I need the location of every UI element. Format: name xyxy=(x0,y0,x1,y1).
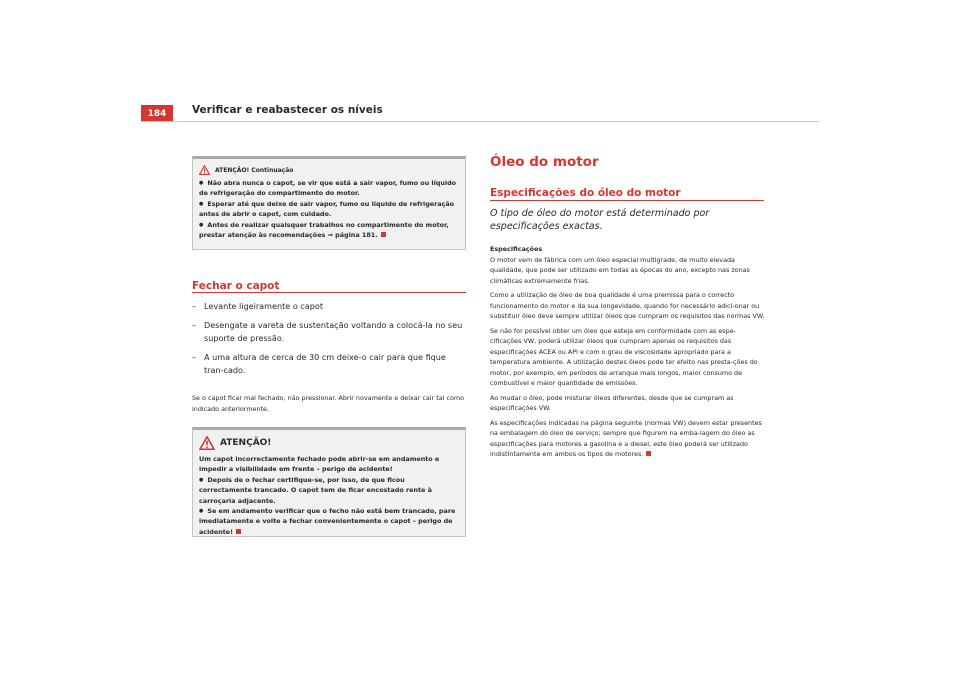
warning-continued-header xyxy=(199,165,459,175)
end-of-section-icon xyxy=(381,232,386,237)
warning-triangle-icon xyxy=(199,436,215,450)
warning-continued-item-last xyxy=(199,220,459,241)
step-item: – Desengate a vareta de sustentação voltando a colocá-la no seu suporte de pressão. xyxy=(192,319,466,346)
warning-continued-item: ● Esperar até que deixe de sair vapor, fumo ou líquido de refrigeração antes de abrir o capot, com cuidado. xyxy=(199,199,459,220)
step-text: A uma altura de cerca de 30 cm deixe-o cair para que fique tran-cado. xyxy=(204,351,446,375)
warning-triangle-icon xyxy=(199,165,210,175)
warning-box xyxy=(192,427,466,537)
body-paragraph: Como a utilização de óleo de boa qualidade é uma premissa para o correcto funcionamento do motor e da sua longevidade, quando for necessário adici-onar ou substituir óleo deve sempre utilizar óleos que cumpram os requisitos das normas VW. xyxy=(490,291,765,320)
warning-continued-heading: ATENÇÃO! Continuação xyxy=(215,166,294,174)
oil-spec-body xyxy=(490,244,766,464)
step-item: – Levante ligeiramente o capot xyxy=(192,300,466,314)
close-hood-title: Fechar o capot xyxy=(192,280,280,292)
warning-continued-item: ● Antes de realizar quaisquer trabalhos no compartimento do motor, prestar atenção às recomendações ⇒ página 181. xyxy=(199,221,449,239)
close-hood-note: Se o capot ficar mal fechado, não pressionar. Abrir novamente e deixar cair tal como indicado anteriormente. xyxy=(192,394,465,413)
close-hood-steps xyxy=(192,300,466,383)
header-divider xyxy=(141,121,819,122)
oil-spec-divider xyxy=(490,200,764,201)
oil-spec-subtitle: Especificações do óleo do motor xyxy=(490,187,681,199)
step-text: Levante ligeiramente o capot xyxy=(204,301,324,311)
close-hood-divider xyxy=(192,292,466,293)
end-of-section-icon xyxy=(646,451,651,456)
page-number: 184 xyxy=(141,105,173,122)
spec-heading: Especificações xyxy=(490,245,543,253)
body-paragraph: Se não for possível obter um óleo que esteja em conformidade com as espe-cificações VW, poderá utilizar óleos que cumpram apenas os requisitos das especificações ACEA ou API e com o grau de viscosidade apropriado para a temperatura ambiente. A utilização destes óleos pode ter efeito nas presta-ções do motor, por exemplo, em períodos de arranque mais longos, maior consumo de combustível e maior quantidade de emissões. xyxy=(490,326,758,387)
warning-lead: Um capot incorrectamente fechado pode abrir-se em andamento e impedir a visibilidade em frente – perigo de acidente! xyxy=(199,455,440,474)
warning-continued-item: ● Não abra nunca o capot, se vir que está a sair vapor, fumo ou líquido de refrigeração do compartimento do motor. xyxy=(199,178,459,199)
body-paragraph: Ao mudar o óleo, pode misturar óleos diferentes, desde que se cumpram as especificações VW. xyxy=(490,393,734,412)
oil-spec-intro: O tipo de óleo do motor está determinado por especificações exactas. xyxy=(490,208,710,232)
warning-continued-box xyxy=(192,156,466,250)
warning-item: ● Se em andamento verificar que o fecho não está bem trancado, pare imediatamente e volte a fechar convenientemente o capot – perigo de acidente! xyxy=(199,507,455,536)
page-header-title: Verificar e reabastecer os níveis xyxy=(192,104,383,116)
warning-item: ● Depois de o fechar certifique-se, por isso, de que ficou correctamente trancado. O capot tem de ficar encostado rente à carroçaria adjacente. xyxy=(199,475,459,506)
step-text: Desengate a vareta de sustentação voltando a colocá-la no seu suporte de pressão. xyxy=(204,319,463,343)
body-paragraph: As especificações indicadas na página seguinte (normas VW) devem estar presentes na embalagem do óleo de serviço; sempre que figurem na emba-lagem do óleo as especificações para motores a gasolina e a diesel, este óleo poderá ser utilizado indistintamente em ambos os tipos de motores. xyxy=(490,418,762,458)
step-item: – A uma altura de cerca de 30 cm deixe-o cair para que fique tran-cado. xyxy=(192,351,466,378)
warning-item-last xyxy=(199,506,459,537)
warning-header xyxy=(199,436,459,450)
warning-heading: ATENÇÃO! xyxy=(220,438,272,448)
body-paragraph-last xyxy=(490,418,766,460)
end-of-section-icon xyxy=(236,529,241,534)
body-paragraph: O motor vem de fábrica com um óleo especial multigrade, de muito elevada qualidade, que pode ser utilizado em todas as épocas do ano, excepto nas zonas climáticas extremamente frias. xyxy=(490,255,750,285)
engine-oil-title: Óleo do motor xyxy=(490,154,599,170)
